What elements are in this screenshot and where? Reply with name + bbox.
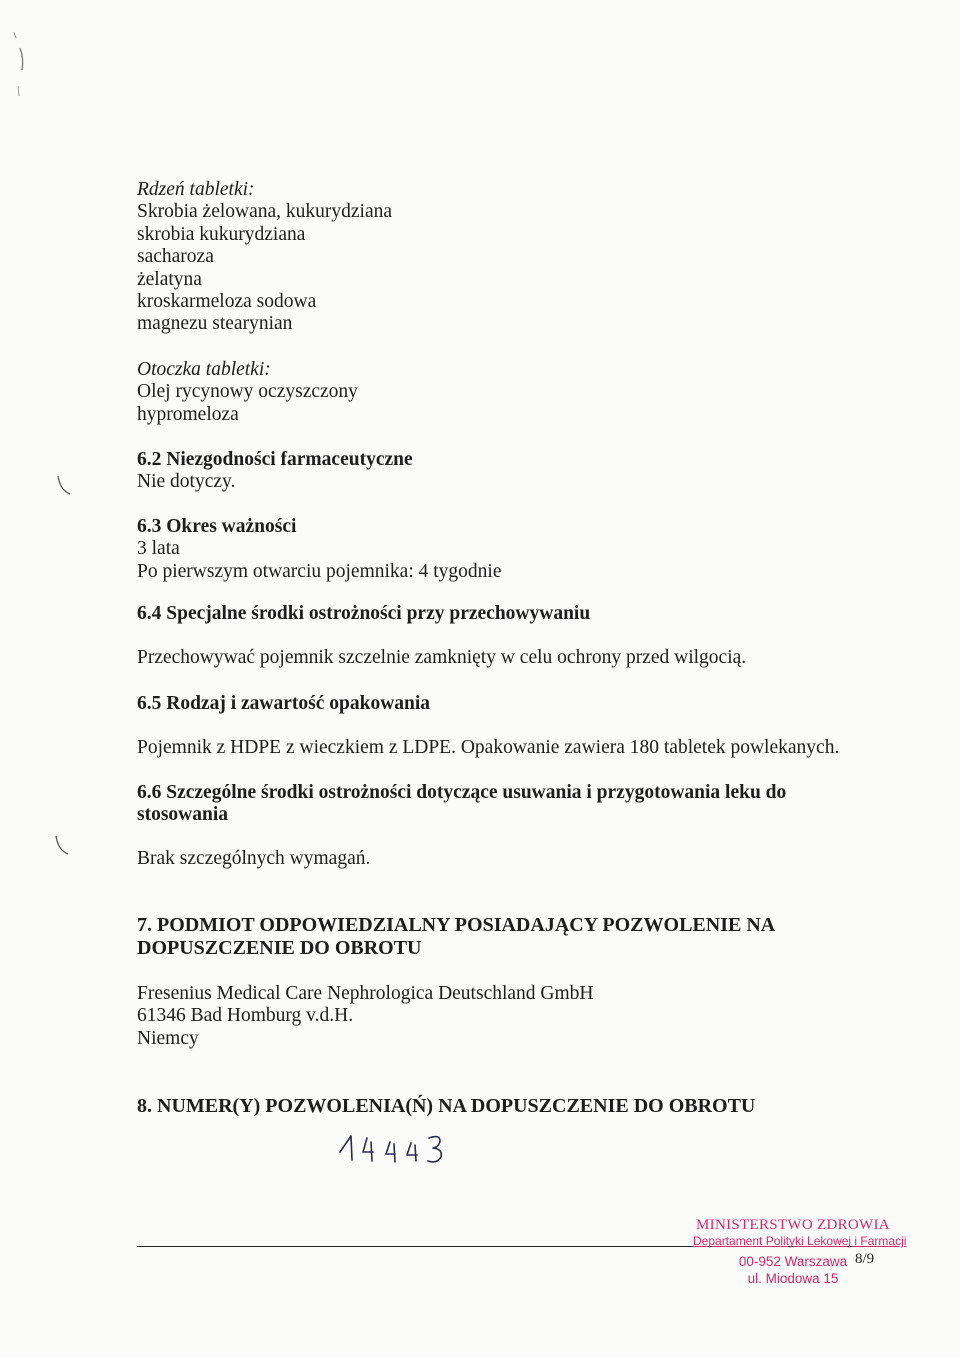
ingredient-item: Skrobia żelowana, kukurydziana <box>137 201 393 223</box>
handwritten-authorisation-number <box>337 1128 467 1168</box>
ingredient-item: sacharoza <box>137 246 214 268</box>
section-6-5-text: Pojemnik z HDPE z wieczkiem z LDPE. Opakowanie zawiera 180 tabletek powlekanych. <box>137 737 840 758</box>
scan-mark-top <box>8 28 38 108</box>
stamp-street: ul. Miodowa 15 <box>747 1271 839 1286</box>
ingredient-item: żelatyna <box>137 268 202 290</box>
section-6-4-text: Przechowywać pojemnik szczelnie zamknięty w celu ochrony przed wilgocią. <box>137 647 747 668</box>
section-6-6-text: Brak szczególnych wymagań. <box>137 848 371 869</box>
ingredient-item: hypromeloza <box>137 403 239 425</box>
tablet-core-section <box>137 179 392 336</box>
section-heading: 6.2 Niezgodności farmaceutyczne <box>137 449 413 470</box>
section-text: 3 lata <box>137 538 180 560</box>
section-text: Po pierwszym otwarciu pojemnika: 4 tygodnie <box>137 560 502 582</box>
section-heading-line: stosowania <box>137 804 229 826</box>
tablet-coating-heading: Otoczka tabletki: <box>137 359 271 380</box>
stamp-city: 00-952 Warszawa <box>738 1254 848 1269</box>
section-6-2 <box>137 449 413 494</box>
section-text: Nie dotyczy. <box>137 471 236 493</box>
ingredient-item: kroskarmeloza sodowa <box>137 290 317 312</box>
section-6-6-heading <box>137 782 786 827</box>
section-heading-line: 6.6 Szczególne środki ostrożności dotyczące usuwania i przygotowania leku do <box>137 782 787 803</box>
punch-hole-mark-upper <box>54 472 74 502</box>
stamp-title: MINISTERSTWO ZDROWIA <box>696 1217 890 1233</box>
section-heading: 6.3 Okres ważności <box>137 516 297 537</box>
address-line: 61346 Bad Homburg v.d.H. <box>137 1005 354 1027</box>
section-8-heading: 8. NUMER(Y) POZWOLENIA(Ń) NA DOPUSZCZENIE DO OBROTU <box>137 1095 756 1117</box>
ingredient-item: Olej rycynowy oczyszczony <box>137 381 358 403</box>
section-6-4-heading: 6.4 Specjalne środki ostrożności przy przechowywaniu <box>137 603 591 624</box>
address-line: Fresenius Medical Care Nephrologica Deutschland GmbH <box>137 983 594 1004</box>
tablet-coating-section <box>137 359 358 426</box>
section-6-5-heading: 6.5 Rodzaj i zawartość opakowania <box>137 693 431 714</box>
stamp-department: Departament Polityki Lekowej i Farmacji <box>693 1234 907 1248</box>
section-heading-line: 7. PODMIOT ODPOWIEDZIALNY POSIADAJĄCY POZWOLENIE NA <box>137 914 776 936</box>
ingredient-item: skrobia kukurydziana <box>137 223 306 245</box>
section-6-3 <box>137 516 501 583</box>
tablet-core-heading: Rdzeń tabletki: <box>137 179 255 200</box>
page-number: 8/9 <box>855 1251 875 1267</box>
section-heading-line: DOPUSZCZENIE DO OBROTU <box>137 937 422 959</box>
marketing-authorisation-holder-address <box>137 983 594 1050</box>
punch-hole-mark-lower <box>52 832 72 862</box>
ingredient-item: magnezu stearynian <box>137 313 293 335</box>
address-line: Niemcy <box>137 1027 199 1049</box>
section-7-heading <box>137 914 775 960</box>
